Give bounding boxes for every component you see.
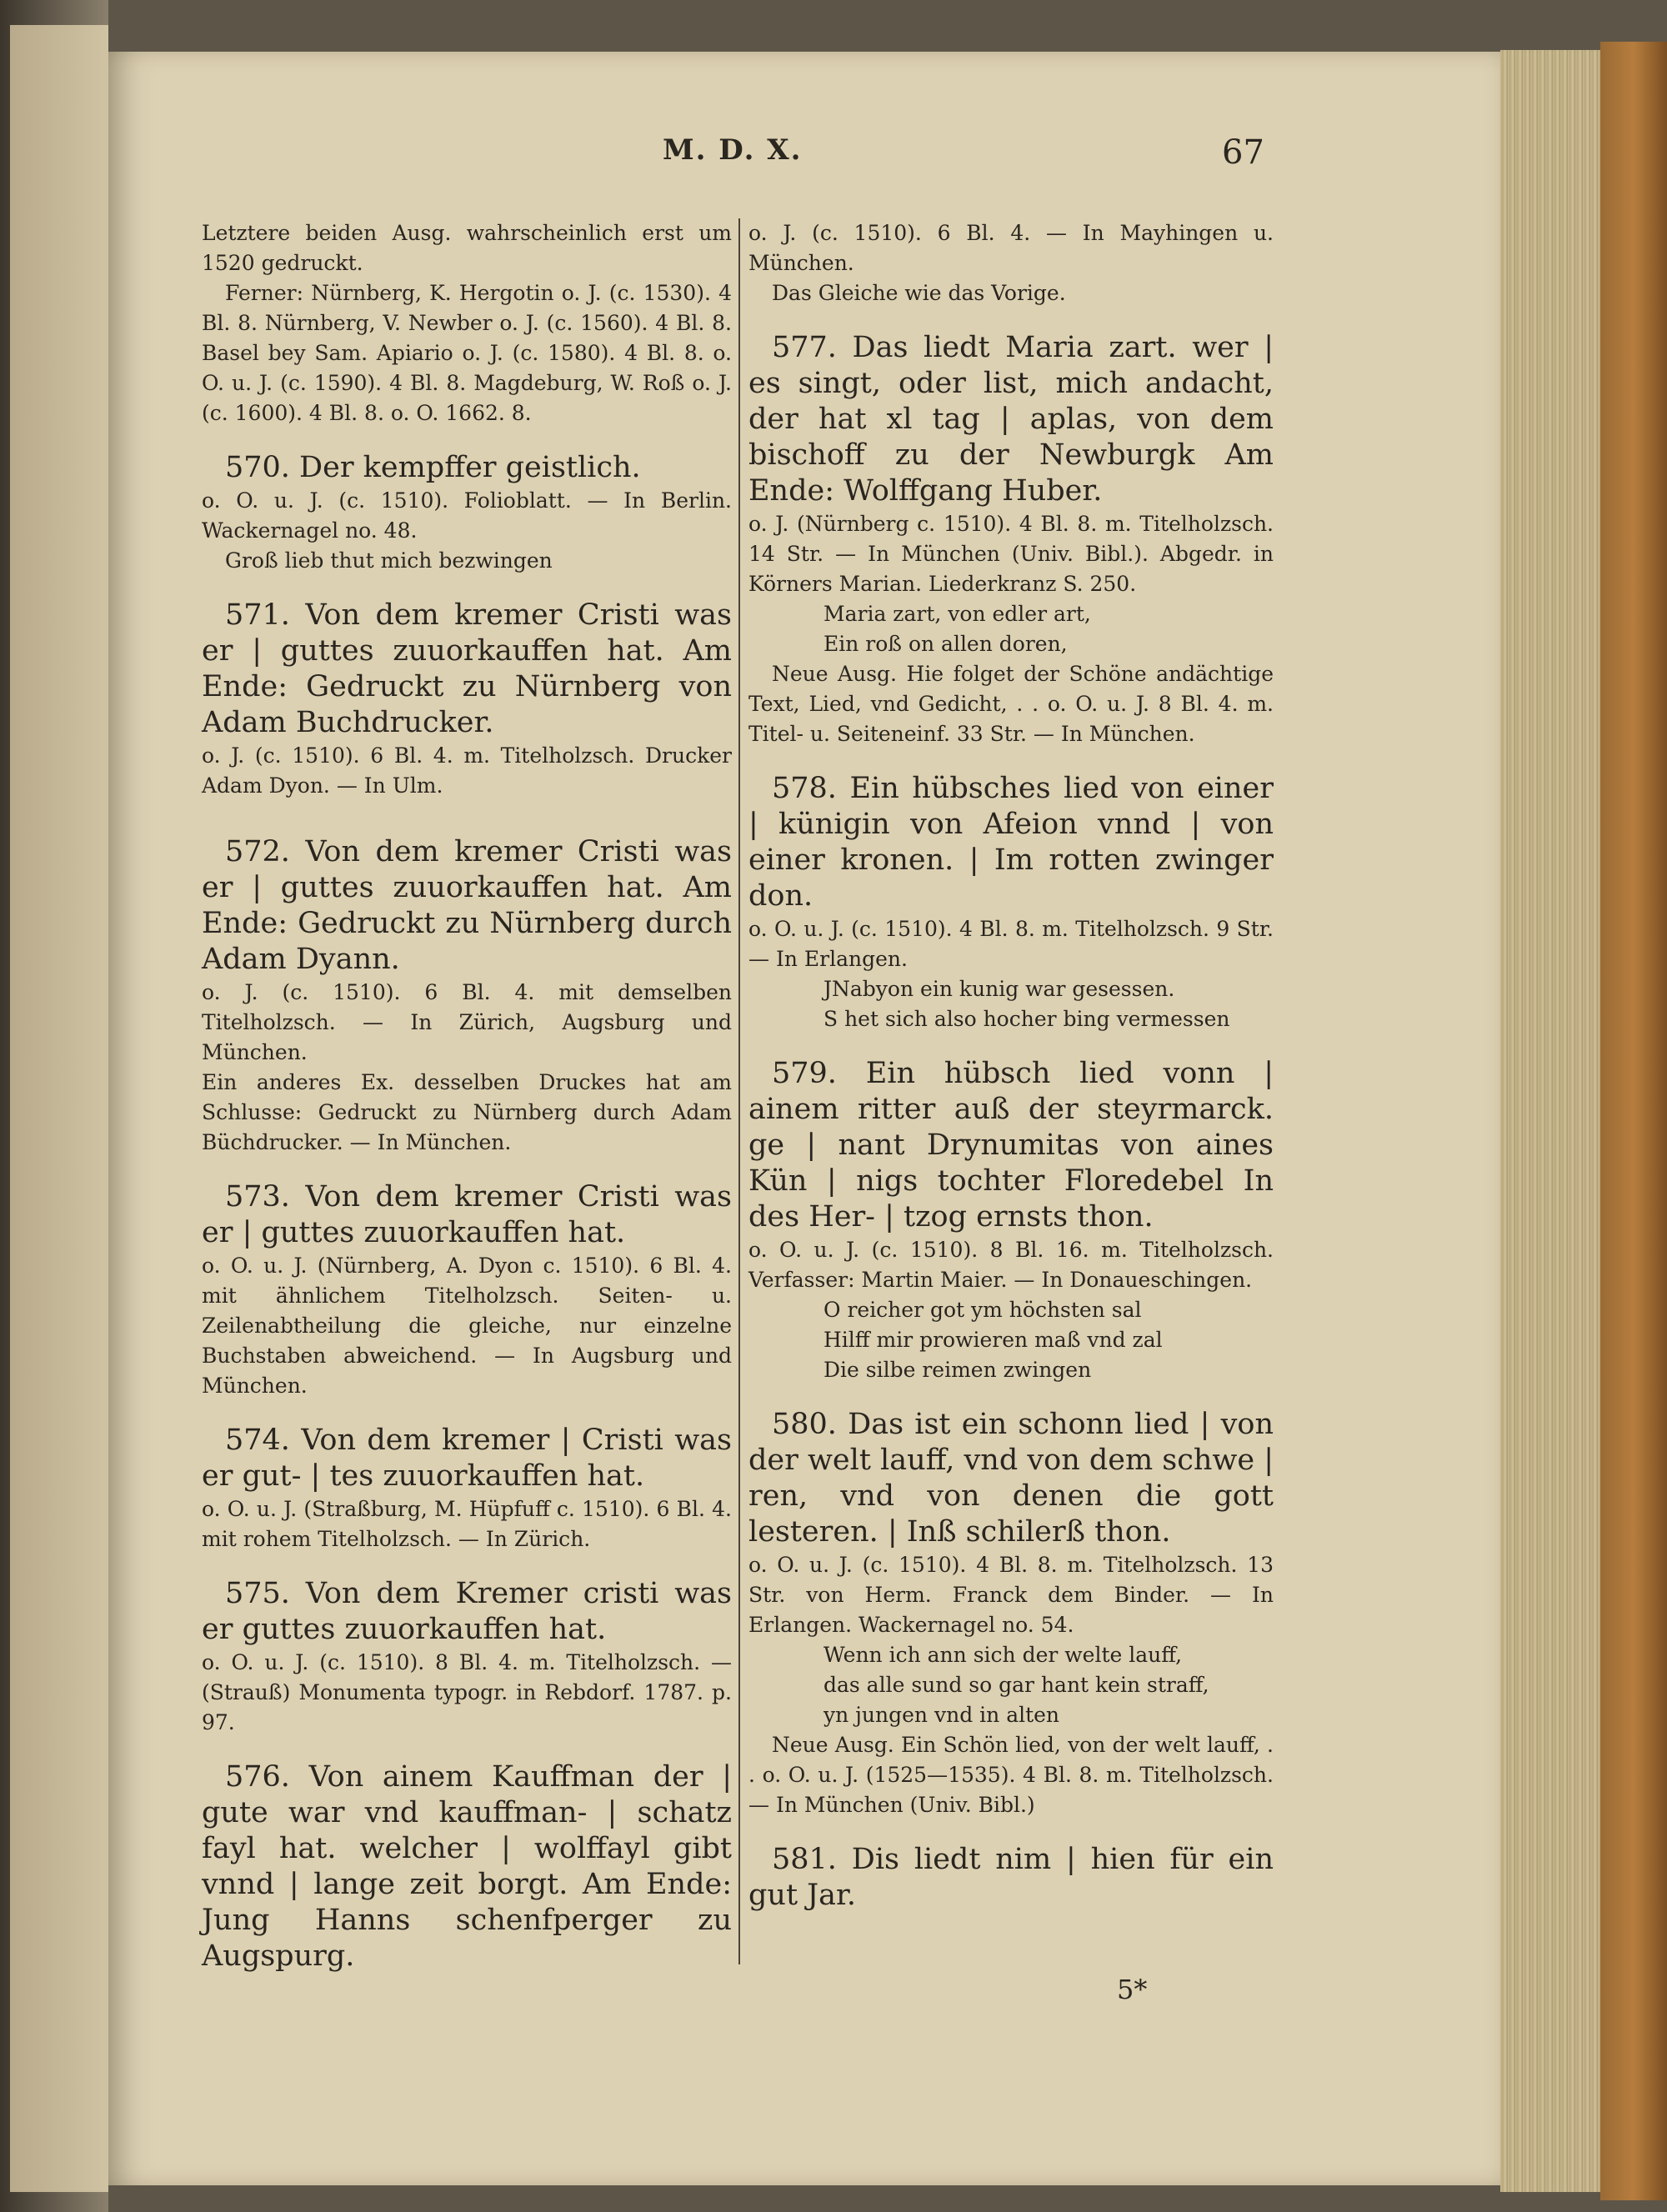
entry-title-580: 580. Das ist ein schonn lied | von der welt lauff, vnd von dem schwe | ren, vnd von denen die gott lesteren. | Inß schilerß thon. xyxy=(748,1408,1274,1549)
entry-title-581: 581. Dis liedt nim | hien für ein gut Jar. xyxy=(748,1843,1274,1912)
entry-body-573: o. O. u. J. (Nürnberg, A. Dyon c. 1510). 6 Bl. 4. mit ähnlichem Titelholzsch. Seiten- u. Zeilenabtheilung die gleiche, nur einzelne Buchstaben abweichend. — In Augsburg und München. xyxy=(202,1254,732,1398)
entry-incipit-579: Hilff mir prowieren maß vnd zal xyxy=(823,1328,1163,1352)
entry-body-579: o. O. u. J. (c. 1510). 8 Bl. 16. m. Titelholzsch. Verfasser: Martin Maier. — In Donaueschingen. xyxy=(748,1238,1274,1292)
entry-note-572: Ein anderes Ex. desselben Druckes hat am Schlusse: Gedruckt zu Nürnberg durch Adam Büchdrucker. — In München. xyxy=(202,1070,732,1154)
entry-incipit-579: O reicher got ym höchsten sal xyxy=(823,1298,1142,1322)
entry-body-580: o. O. u. J. (c. 1510). 4 Bl. 8. m. Titelholzsch. 13 Str. von Herm. Franck dem Binder. — In Erlangen. Wackernagel no. 54. xyxy=(748,1553,1274,1637)
entry-title-577: 577. Das liedt Maria zart. wer | es singt, oder list, mich andacht, der hat xl tag | aplas, von dem bischoff zu der Newburgk Am Ende: Wolffgang Huber. xyxy=(748,331,1274,508)
entry-title-574: 574. Von dem kremer | Cristi was er gut- | tes zuuorkauffen hat. xyxy=(202,1424,732,1493)
signature-mark: 5* xyxy=(1117,1974,1148,2005)
paragraph: Das Gleiche wie das Vorige. xyxy=(772,281,1066,305)
running-header: M. D. X. xyxy=(663,133,803,167)
book-cover-edge xyxy=(1600,42,1667,2200)
entry-title-573: 573. Von dem kremer Cristi was er | guttes zuuorkauffen hat. xyxy=(202,1180,732,1249)
entry-body-570: o. O. u. J. (c. 1510). Folioblatt. — In Berlin. Wackernagel no. 48. xyxy=(202,488,732,543)
entry-body-575: o. O. u. J. (c. 1510). 8 Bl. 4. m. Titelholzsch. — (Strauß) Monumenta typogr. in Rebdorf. 1787. p. 97. xyxy=(202,1650,732,1734)
left-column xyxy=(202,218,732,1974)
entry-title-572: 572. Von dem kremer Cristi was er | guttes zuuorkauffen hat. Am Ende: Gedruckt zu Nürnberg durch Adam Dyann. xyxy=(202,835,732,976)
paragraph: o. J. (c. 1510). 6 Bl. 4. — In Mayhingen u. München. xyxy=(748,221,1274,275)
entry-title-578: 578. Ein hübsches lied von einer | künigin von Afeion vnnd | von einer kronen. | Im rotten zwinger don. xyxy=(748,772,1274,913)
entry-body-572: o. J. (c. 1510). 6 Bl. 4. mit demselben Titelholzsch. — In Zürich, Augsburg und München. xyxy=(202,980,732,1064)
column-rule xyxy=(738,218,740,1964)
entry-incipit-580: das alle sund so gar hant kein straff, xyxy=(823,1673,1209,1697)
entry-incipit-570: Groß lieb thut mich bezwingen xyxy=(225,548,553,573)
entry-body-571: o. J. (c. 1510). 6 Bl. 4. m. Titelholzsch. Drucker Adam Dyon. — In Ulm. xyxy=(202,743,732,798)
entry-incipit-580: Wenn ich ann sich der welte lauff, xyxy=(823,1643,1183,1667)
paragraph: Letztere beiden Ausg. wahrscheinlich erst um 1520 gedruckt. xyxy=(202,221,732,275)
entry-body-578: o. O. u. J. (c. 1510). 4 Bl. 8. m. Titelholzsch. 9 Str. — In Erlangen. xyxy=(748,917,1274,971)
entry-incipit-578: S het sich also hocher bing vermessen xyxy=(823,1007,1230,1031)
entry-body-577: o. J. (Nürnberg c. 1510). 4 Bl. 8. m. Titelholzsch. 14 Str. — In München (Univ. Bibl.). Abgedr. in Körners Marian. Liederkranz S. 250. xyxy=(748,512,1274,596)
entry-body-574: o. O. u. J. (Straßburg, M. Hüpfuff c. 1510). 6 Bl. 4. mit rohem Titelholzsch. — In Zürich. xyxy=(202,1497,732,1551)
paragraph: Ferner: Nürnberg, K. Hergotin o. J. (c. 1530). 4 Bl. 8. Nürnberg, V. Newber o. J. (c. 1560). 4 Bl. 8. Basel bey Sam. Apiario o. J. (c. 1580). 4 Bl. 8. o. O. u. J. (c. 1590). 4 Bl. 8. Magdeburg, W. Roß o. J. (c. 1600). 4 Bl. 8. o. O. 1662. 8. xyxy=(202,281,732,425)
entry-title-579: 579. Ein hübsch lied vonn | ainem ritter auß der steyrmarck. ge | nant Drynumitas von aines Kün | nigs tochter Floredebel In des Her- | tzog ernsts thon. xyxy=(748,1057,1274,1234)
entry-note-577: Neue Ausg. Hie folget der Schöne andächtige Text, Lied, vnd Gedicht, . . o. O. u. J. 8 Bl. 4. m. Titel- u. Seiteneinf. 33 Str. — In München. xyxy=(748,662,1274,746)
entry-incipit-577: Maria zart, von edler art, xyxy=(823,602,1091,626)
right-column xyxy=(748,218,1274,1914)
facing-page-edge xyxy=(10,25,108,2192)
entry-incipit-577: Ein roß on allen doren, xyxy=(823,632,1068,656)
entry-title-570: 570. Der kempffer geistlich. xyxy=(225,451,641,484)
entry-title-571: 571. Von dem kremer Cristi was er | guttes zuuorkauffen hat. Am Ende: Gedruckt zu Nürnberg von Adam Buchdrucker. xyxy=(202,598,732,739)
entry-incipit-580: yn jungen vnd in alten xyxy=(823,1703,1060,1727)
page-number: 67 xyxy=(1222,133,1264,172)
entry-title-575: 575. Von dem Kremer cristi was er guttes zuuorkauffen hat. xyxy=(202,1577,732,1646)
entry-incipit-578: JNabyon ein kunig war gesessen. xyxy=(823,977,1175,1001)
entry-title-576: 576. Von ainem Kauffman der | gute war vnd kauffman- | schatz fayl hat. welcher | wolffayl gibt vnnd | lange zeit borgt. Am Ende: Jung Hanns schenfperger zu Augspurg. xyxy=(202,1760,732,1973)
entry-note-580: Neue Ausg. Ein Schön lied, von der welt lauff, . . o. O. u. J. (1525—1535). 4 Bl. 8. m. Titelholzsch. — In München (Univ. Bibl.) xyxy=(748,1733,1274,1817)
entry-incipit-579: Die silbe reimen zwingen xyxy=(823,1358,1092,1382)
